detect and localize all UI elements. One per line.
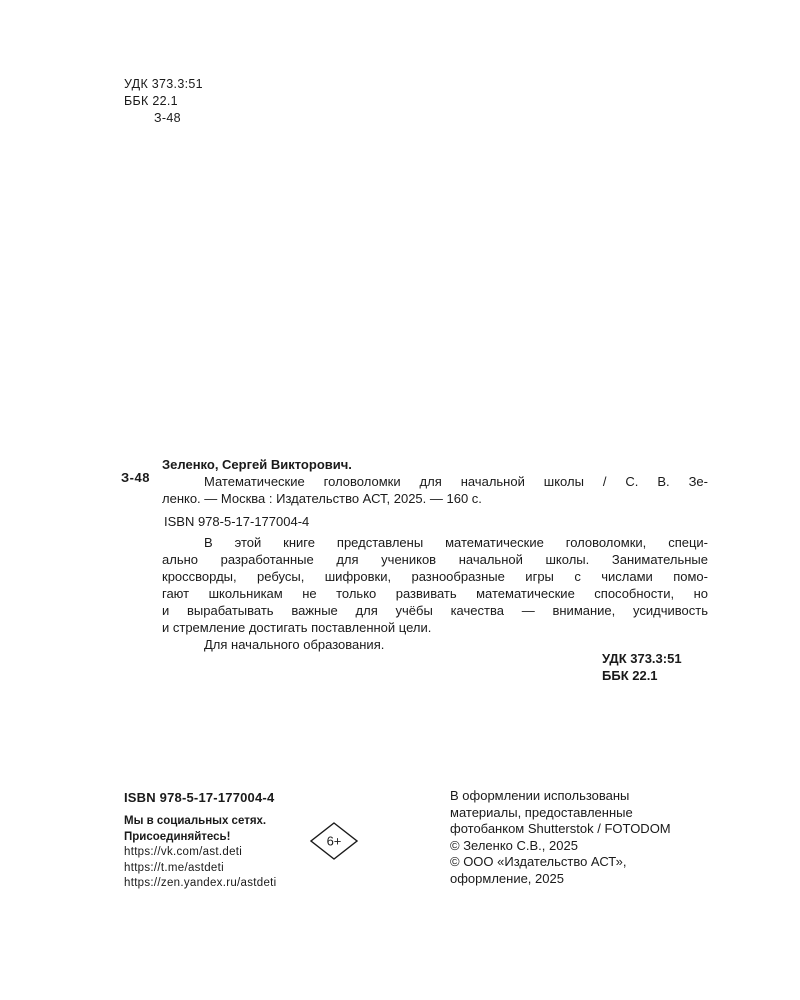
right-classification-codes: [602, 650, 682, 684]
card-isbn: ISBN 978-5-17-177004-4: [164, 514, 310, 529]
annotation-line: и стремление достигать поставленной цели.: [162, 620, 432, 635]
footer-isbn: ISBN 978-5-17-177004-4: [124, 790, 275, 805]
annotation-line: В этой книге представлены математические головоломки, специ-: [204, 535, 708, 550]
social-title: Мы в социальных сетях.: [124, 815, 267, 827]
annotation-line: ально разработанные для учеников начальной школы. Занимательные: [162, 552, 708, 567]
title-line-2: ленко. — Москва : Издательство АСТ, 2025. — 160 с.: [162, 491, 482, 506]
udk-code-right: УДК 373.3:51: [602, 651, 682, 666]
bbk-code-right: ББК 22.1: [602, 668, 658, 683]
annotation: [162, 534, 708, 636]
vk-link[interactable]: https://vk.com/ast.deti: [124, 846, 243, 858]
credits-line: фотобанком Shutterstok / FOTODOM: [450, 821, 671, 836]
annotation-line: кроссворды, ребусы, шифровки, разнообразные игры с числами помо-: [162, 569, 708, 584]
age-rating-label: 6+: [326, 833, 342, 849]
zen-link[interactable]: https://zen.yandex.ru/astdeti: [124, 877, 277, 889]
card-author-mark: З-48: [121, 470, 150, 485]
catalog-card: [162, 456, 708, 653]
audience-note: Для начального образования.: [204, 637, 385, 652]
footer-right: [450, 788, 750, 887]
copyright-author: © Зеленко С.В., 2025: [450, 837, 578, 853]
telegram-link[interactable]: https://t.me/astdeti: [124, 861, 224, 874]
social-invite: Присоединяйтесь!: [124, 831, 231, 843]
age-rating-badge: [310, 822, 358, 860]
copyright-design: оформление, 2025: [450, 870, 564, 886]
footer-left: [124, 790, 444, 892]
top-classification-codes: [124, 76, 203, 127]
bbk-code: ББК 22.1: [124, 94, 178, 108]
annotation-line: гают школьникам не только развивать математические способности, но: [162, 586, 708, 601]
udk-code: УДК 373.3:51: [124, 77, 203, 91]
age-rating-diamond-icon: [310, 822, 358, 860]
annotation-line: и вырабатывать важные для учёбы качества — внимание, усидчивость: [162, 603, 708, 618]
credits-line: В оформлении использованы: [450, 788, 630, 803]
author-mark: З-48: [154, 111, 181, 125]
credits-line: материалы, предоставленные: [450, 804, 633, 820]
author-name: Зеленко, Сергей Викторович.: [162, 457, 352, 472]
title-line-1: Математические головоломки для начальной школы / С. В. Зе-: [204, 474, 708, 489]
copyright-publisher: © ООО «Издательство АСТ»,: [450, 854, 627, 869]
